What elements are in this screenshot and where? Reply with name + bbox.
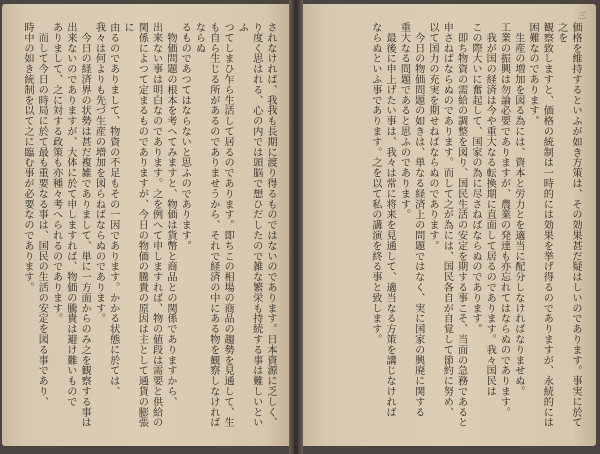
right-page [303,4,596,446]
right-page-body-text: 価格を維持するといふが如き方策は、その効果甚だ疑はしいのであります。事実に於て之を 観察致しますと、価格の統制は一時的には効果を挙げ得るのでありますが、永続的には 困難なのであります。 生産の増加を図る為には、資本と労力とを適当に配分しなければなりませぬ。 工業の振興は勿論必要でありますが、農業の発達も亦忘れてはならぬのであります。 我が国の経済は今や重大なる転換期に直面して居るのであります。我々国民は この際大いに奮起して、国家の為に尽さねばならぬのであります。 即ち物資の需給の調整を図り、国民生活の安定を期する事こそ、当面の急務であると 申さねばならぬのであります。而して之が為には、国民各自が自覚して節約に努め、 以て国力の充実を期せねばならぬのであります。 今日の物価問題の如きは、単なる経済上の問題ではなく、実に国家の興廃に関する 重大なる問題であると思ふのであります。 最後に申上げたい事は、我々は常に将来を見通して、適当なる方策を講じなければ ならぬといふ事であります。之を以て私の講演を終る事と致します。 [369,22,581,428]
left-page-body-text: されなければ、我我も長期に渡り得るものではないのであります。日本資源に乏しく、 り度く思はれる、心の内では頭脳で想ひだしたので雑な繁栄も持続する事は難しいといふ つてしまひ乍ら生活して居るのであります。即ちこの相場の商品の趨勢を見通して、生 も自ら生じる所があるのでありませうから、それで経済の中にある物を観察しなければならぬ るものであつてはならないと思ふのであります。 物価問題の根本を考へてみますと、物価は貨幣と商品との関係でありますから、 出来ない事は明白なのであります。之を例へて申しますれば、物の値段は需要と供給の 関係によつて定まるものでありますが、今日の物価の騰貴の原因は主として通貨の膨張に 由るのでありまして、物資の不足もその一因であります。かかる状態に於ては、 我々は何よりも先づ生産の増加を図らねばならぬのであります。 今日の経済界の状勢は甚だ複雑でありまして、単に一方面からのみ之を観察する事は 出来ないのでありますが、大体に於て申しますれば、物価の騰貴は避け難いもので ありまして、之に対する政策も亦種々考へられるのであります。 而して今日の時局に於て最も重要なる事は、国民の生活の安定を図る事であり、 時中の如き統制を以て之に臨む事が必要なのであります。 [21,22,276,428]
left-page [2,4,289,446]
book-gutter [289,0,303,454]
right-page-number: 三 [578,11,586,20]
